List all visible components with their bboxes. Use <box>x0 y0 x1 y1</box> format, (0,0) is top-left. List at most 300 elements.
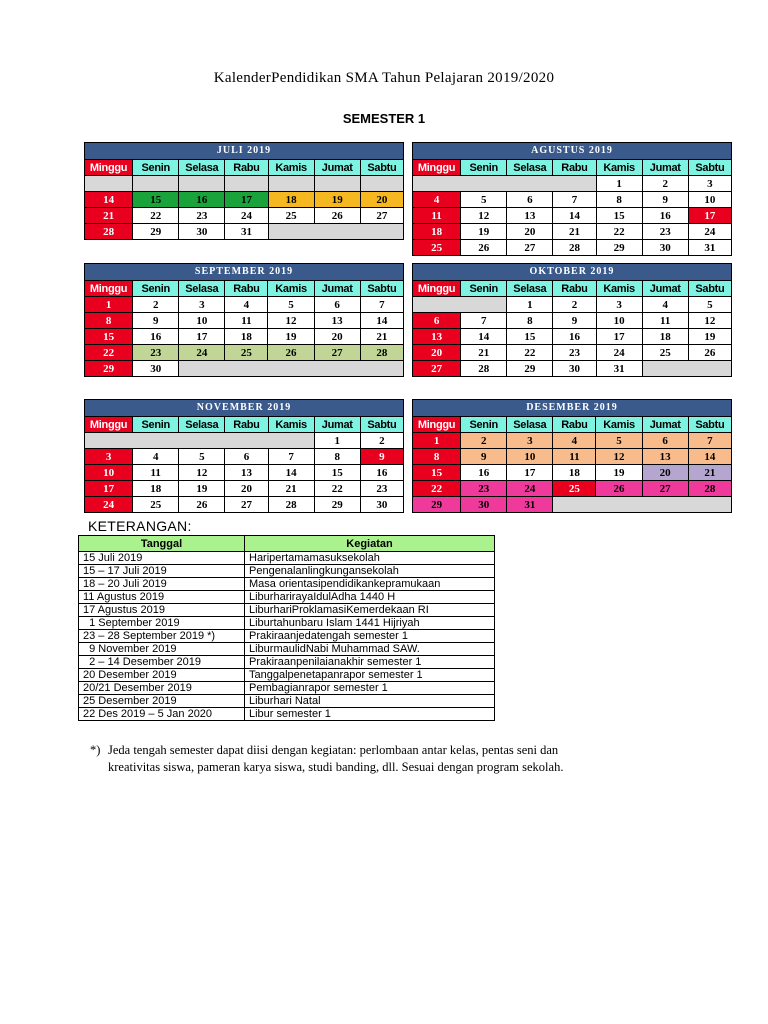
tanggal-cell: 20/21 Desember 2019 <box>79 682 245 695</box>
week-row <box>413 481 732 497</box>
date-cell: 24 <box>179 345 225 361</box>
week-row <box>413 329 732 345</box>
keterangan-row <box>79 708 495 721</box>
date-cell: 7 <box>688 433 731 449</box>
date-cell: 13 <box>507 208 553 224</box>
day-header: Jumat <box>314 281 360 297</box>
date-cell: 1 <box>413 433 461 449</box>
date-cell: 19 <box>179 481 225 497</box>
week-row <box>85 449 404 465</box>
date-cell: 30 <box>642 240 688 256</box>
date-cell: 24 <box>596 345 642 361</box>
date-cell: 26 <box>688 345 731 361</box>
date-cell: 4 <box>133 449 179 465</box>
week-row <box>85 176 404 192</box>
date-cell: 5 <box>179 449 225 465</box>
empty-cell <box>360 176 403 192</box>
date-cell: 20 <box>413 345 461 361</box>
date-cell: 31 <box>507 497 553 513</box>
date-cell: 23 <box>553 345 596 361</box>
date-cell: 26 <box>596 481 642 497</box>
date-cell: 10 <box>85 465 133 481</box>
date-cell: 18 <box>553 465 596 481</box>
month-calendar <box>412 399 732 513</box>
day-header: Sabtu <box>360 417 403 433</box>
day-header: Kamis <box>596 281 642 297</box>
date-cell: 28 <box>461 361 507 377</box>
date-cell: 30 <box>553 361 596 377</box>
day-header: Kamis <box>268 160 314 176</box>
week-row <box>85 224 404 240</box>
date-cell: 27 <box>225 497 268 513</box>
keterangan-row <box>79 669 495 682</box>
date-cell: 19 <box>314 192 360 208</box>
date-cell: 21 <box>688 465 731 481</box>
week-row <box>413 240 732 256</box>
day-header: Minggu <box>85 160 133 176</box>
week-row <box>413 313 732 329</box>
month-calendar <box>84 263 404 377</box>
day-header: Selasa <box>179 160 225 176</box>
date-cell: 31 <box>688 240 731 256</box>
date-cell: 13 <box>225 465 268 481</box>
date-cell: 26 <box>179 497 225 513</box>
date-cell: 15 <box>314 465 360 481</box>
date-cell: 18 <box>133 481 179 497</box>
date-cell: 6 <box>225 449 268 465</box>
date-cell: 23 <box>461 481 507 497</box>
date-cell: 29 <box>85 361 133 377</box>
date-cell: 20 <box>360 192 403 208</box>
date-cell: 21 <box>461 345 507 361</box>
keterangan-row <box>79 630 495 643</box>
date-cell: 31 <box>225 224 268 240</box>
date-cell: 8 <box>314 449 360 465</box>
date-cell: 5 <box>688 297 731 313</box>
week-row <box>85 297 404 313</box>
date-cell: 21 <box>553 224 596 240</box>
week-row <box>413 176 732 192</box>
date-cell: 4 <box>413 192 461 208</box>
date-cell: 10 <box>596 313 642 329</box>
day-header: Rabu <box>225 160 268 176</box>
keterangan-row <box>79 591 495 604</box>
kegiatan-cell: Pengenalanlingkungansekolah <box>245 565 495 578</box>
date-cell: 21 <box>85 208 133 224</box>
date-cell: 2 <box>461 433 507 449</box>
date-cell: 25 <box>225 345 268 361</box>
keterangan-row <box>79 604 495 617</box>
day-header: Jumat <box>314 417 360 433</box>
date-cell: 30 <box>461 497 507 513</box>
week-row <box>85 313 404 329</box>
week-row <box>85 481 404 497</box>
date-cell: 21 <box>360 329 403 345</box>
week-row <box>85 465 404 481</box>
keterangan-row <box>79 617 495 630</box>
date-cell: 8 <box>507 313 553 329</box>
week-row <box>413 449 732 465</box>
kegiatan-cell: Liburtahunbaru Islam 1441 Hijriyah <box>245 617 495 630</box>
date-cell: 8 <box>85 313 133 329</box>
date-cell: 2 <box>360 433 403 449</box>
date-cell: 3 <box>688 176 731 192</box>
week-row <box>413 465 732 481</box>
date-cell: 12 <box>688 313 731 329</box>
tanggal-cell: 1 September 2019 <box>79 617 245 630</box>
week-row <box>85 329 404 345</box>
kegiatan-cell: LiburhariProklamasiKemerdekaan RI <box>245 604 495 617</box>
date-cell: 8 <box>413 449 461 465</box>
keterangan-row <box>79 695 495 708</box>
date-cell: 16 <box>642 208 688 224</box>
week-row <box>413 497 732 513</box>
date-cell: 15 <box>507 329 553 345</box>
date-cell: 15 <box>596 208 642 224</box>
date-cell: 7 <box>360 297 403 313</box>
day-header: Senin <box>133 160 179 176</box>
month-title: DESEMBER 2019 <box>413 400 732 417</box>
tanggal-header: Tanggal <box>79 536 245 552</box>
date-cell: 30 <box>133 361 179 377</box>
date-cell: 26 <box>461 240 507 256</box>
date-cell: 9 <box>553 313 596 329</box>
date-cell: 27 <box>360 208 403 224</box>
month-title: JULI 2019 <box>85 143 404 160</box>
date-cell: 18 <box>413 224 461 240</box>
tanggal-cell: 15 – 17 Juli 2019 <box>79 565 245 578</box>
date-cell: 17 <box>225 192 268 208</box>
date-cell: 17 <box>596 329 642 345</box>
date-cell: 14 <box>268 465 314 481</box>
empty-cell <box>179 361 404 377</box>
date-cell: 27 <box>507 240 553 256</box>
date-cell: 26 <box>314 208 360 224</box>
date-cell: 24 <box>225 208 268 224</box>
date-cell: 12 <box>179 465 225 481</box>
date-cell: 7 <box>553 192 596 208</box>
kegiatan-cell: Libur semester 1 <box>245 708 495 721</box>
date-cell: 11 <box>413 208 461 224</box>
empty-cell <box>85 433 315 449</box>
date-cell: 28 <box>268 497 314 513</box>
date-cell: 11 <box>133 465 179 481</box>
date-cell: 2 <box>553 297 596 313</box>
keterangan-row <box>79 682 495 695</box>
date-cell: 15 <box>133 192 179 208</box>
date-cell: 1 <box>507 297 553 313</box>
date-cell: 11 <box>553 449 596 465</box>
day-header: Selasa <box>179 417 225 433</box>
month-calendar <box>412 263 732 377</box>
date-cell: 16 <box>553 329 596 345</box>
keterangan-row <box>79 643 495 656</box>
tanggal-cell: 18 – 20 Juli 2019 <box>79 578 245 591</box>
day-header: Senin <box>461 281 507 297</box>
date-cell: 8 <box>596 192 642 208</box>
kegiatan-cell: Haripertamamasuksekolah <box>245 552 495 565</box>
day-header: Sabtu <box>688 417 731 433</box>
day-header: Kamis <box>268 281 314 297</box>
date-cell: 20 <box>507 224 553 240</box>
day-header: Selasa <box>507 417 553 433</box>
day-header: Sabtu <box>360 160 403 176</box>
date-cell: 16 <box>360 465 403 481</box>
kegiatan-header: Kegiatan <box>245 536 495 552</box>
date-cell: 15 <box>85 329 133 345</box>
keterangan-label: KETERANGAN: <box>88 518 192 534</box>
day-header: Minggu <box>85 281 133 297</box>
date-cell: 15 <box>413 465 461 481</box>
date-cell: 9 <box>133 313 179 329</box>
date-cell: 3 <box>85 449 133 465</box>
day-header: Rabu <box>225 417 268 433</box>
date-cell: 16 <box>461 465 507 481</box>
month-calendar <box>84 399 404 513</box>
week-row <box>85 192 404 208</box>
day-header: Jumat <box>642 160 688 176</box>
date-cell: 12 <box>461 208 507 224</box>
date-cell: 22 <box>507 345 553 361</box>
footnote-line-1: Jeda tengah semester dapat diisi dengan kegiatan: perlombaan antar kelas, pentas seni dan <box>108 743 559 757</box>
week-row <box>85 361 404 377</box>
day-header: Minggu <box>85 417 133 433</box>
date-cell: 12 <box>268 313 314 329</box>
day-header: Selasa <box>507 160 553 176</box>
date-cell: 25 <box>642 345 688 361</box>
tanggal-cell: 25 Desember 2019 <box>79 695 245 708</box>
date-cell: 5 <box>461 192 507 208</box>
tanggal-cell: 20 Desember 2019 <box>79 669 245 682</box>
day-header: Jumat <box>314 160 360 176</box>
keterangan-table <box>78 535 495 721</box>
date-cell: 19 <box>688 329 731 345</box>
date-cell: 9 <box>461 449 507 465</box>
date-cell: 23 <box>360 481 403 497</box>
date-cell: 4 <box>225 297 268 313</box>
date-cell: 24 <box>507 481 553 497</box>
week-row <box>413 361 732 377</box>
date-cell: 18 <box>642 329 688 345</box>
date-cell: 16 <box>133 329 179 345</box>
day-header: Rabu <box>553 417 596 433</box>
keterangan-row <box>79 656 495 669</box>
date-cell: 26 <box>268 345 314 361</box>
empty-cell <box>225 176 268 192</box>
empty-cell <box>85 176 133 192</box>
footnote <box>90 742 706 776</box>
week-row <box>413 297 732 313</box>
date-cell: 29 <box>596 240 642 256</box>
day-header: Selasa <box>179 281 225 297</box>
date-cell: 25 <box>413 240 461 256</box>
empty-cell <box>413 176 597 192</box>
kegiatan-cell: LiburharirayaIdulAdha 1440 H <box>245 591 495 604</box>
empty-cell <box>268 224 403 240</box>
month-title: SEPTEMBER 2019 <box>85 264 404 281</box>
date-cell: 30 <box>179 224 225 240</box>
date-cell: 17 <box>85 481 133 497</box>
footnote-line-2: kreativitas siswa, pameran karya siswa, studi banding, dll. Sesuai dengan program sekolah. <box>108 760 564 774</box>
empty-cell <box>179 176 225 192</box>
date-cell: 24 <box>85 497 133 513</box>
date-cell: 29 <box>413 497 461 513</box>
date-cell: 25 <box>268 208 314 224</box>
date-cell: 27 <box>413 361 461 377</box>
day-header: Rabu <box>553 281 596 297</box>
date-cell: 3 <box>507 433 553 449</box>
date-cell: 13 <box>642 449 688 465</box>
week-row <box>413 433 732 449</box>
date-cell: 25 <box>133 497 179 513</box>
date-cell: 9 <box>642 192 688 208</box>
date-cell: 17 <box>688 208 731 224</box>
date-cell: 11 <box>642 313 688 329</box>
date-cell: 23 <box>133 345 179 361</box>
week-row <box>85 497 404 513</box>
keterangan-row <box>79 552 495 565</box>
kegiatan-cell: Liburhari Natal <box>245 695 495 708</box>
date-cell: 6 <box>314 297 360 313</box>
date-cell: 4 <box>553 433 596 449</box>
date-cell: 31 <box>596 361 642 377</box>
day-header: Kamis <box>596 160 642 176</box>
date-cell: 13 <box>314 313 360 329</box>
date-cell: 13 <box>413 329 461 345</box>
day-header: Jumat <box>642 417 688 433</box>
date-cell: 6 <box>507 192 553 208</box>
month-calendar <box>84 142 404 240</box>
date-cell: 5 <box>596 433 642 449</box>
date-cell: 18 <box>225 329 268 345</box>
footnote-mark: *) <box>90 743 101 757</box>
week-row <box>85 208 404 224</box>
date-cell: 19 <box>461 224 507 240</box>
date-cell: 20 <box>642 465 688 481</box>
date-cell: 22 <box>596 224 642 240</box>
date-cell: 7 <box>461 313 507 329</box>
tanggal-cell: 23 – 28 September 2019 *) <box>79 630 245 643</box>
tanggal-cell: 17 Agustus 2019 <box>79 604 245 617</box>
date-cell: 2 <box>642 176 688 192</box>
date-cell: 29 <box>133 224 179 240</box>
day-header: Sabtu <box>688 160 731 176</box>
date-cell: 1 <box>314 433 360 449</box>
date-cell: 27 <box>314 345 360 361</box>
date-cell: 19 <box>268 329 314 345</box>
tanggal-cell: 2 – 14 Desember 2019 <box>79 656 245 669</box>
week-row <box>413 208 732 224</box>
date-cell: 12 <box>596 449 642 465</box>
date-cell: 27 <box>642 481 688 497</box>
date-cell: 10 <box>688 192 731 208</box>
tanggal-cell: 15 Juli 2019 <box>79 552 245 565</box>
week-row <box>85 345 404 361</box>
date-cell: 14 <box>553 208 596 224</box>
date-cell: 7 <box>268 449 314 465</box>
date-cell: 11 <box>225 313 268 329</box>
date-cell: 29 <box>314 497 360 513</box>
day-header: Sabtu <box>688 281 731 297</box>
keterangan-header-row <box>79 536 495 552</box>
week-row <box>413 224 732 240</box>
kegiatan-cell: Masa orientasipendidikankepramukaan <box>245 578 495 591</box>
keterangan-row <box>79 578 495 591</box>
keterangan-row <box>79 565 495 578</box>
date-cell: 23 <box>179 208 225 224</box>
day-header: Kamis <box>268 417 314 433</box>
day-header: Jumat <box>642 281 688 297</box>
date-cell: 28 <box>553 240 596 256</box>
date-cell: 23 <box>642 224 688 240</box>
day-header: Sabtu <box>360 281 403 297</box>
empty-cell <box>642 361 731 377</box>
date-cell: 14 <box>85 192 133 208</box>
day-header: Selasa <box>507 281 553 297</box>
date-cell: 29 <box>507 361 553 377</box>
date-cell: 21 <box>268 481 314 497</box>
date-cell: 14 <box>461 329 507 345</box>
day-header: Kamis <box>596 417 642 433</box>
date-cell: 18 <box>268 192 314 208</box>
week-row <box>413 345 732 361</box>
semester-heading: SEMESTER 1 <box>342 111 426 126</box>
day-header: Minggu <box>413 281 461 297</box>
week-row <box>413 192 732 208</box>
kegiatan-cell: Tanggalpenetapanrapor semester 1 <box>245 669 495 682</box>
month-title: OKTOBER 2019 <box>413 264 732 281</box>
date-cell: 6 <box>413 313 461 329</box>
date-cell: 22 <box>133 208 179 224</box>
date-cell: 22 <box>413 481 461 497</box>
day-header: Senin <box>461 160 507 176</box>
empty-cell <box>314 176 360 192</box>
date-cell: 3 <box>596 297 642 313</box>
empty-cell <box>268 176 314 192</box>
date-cell: 3 <box>179 297 225 313</box>
date-cell: 30 <box>360 497 403 513</box>
document-title: KalenderPendidikan SMA Tahun Pelajaran 2019/2020 <box>213 70 555 86</box>
month-title: AGUSTUS 2019 <box>413 143 732 160</box>
empty-cell <box>413 297 507 313</box>
date-cell: 10 <box>179 313 225 329</box>
date-cell: 22 <box>314 481 360 497</box>
day-header: Senin <box>461 417 507 433</box>
date-cell: 14 <box>688 449 731 465</box>
date-cell: 10 <box>507 449 553 465</box>
date-cell: 5 <box>268 297 314 313</box>
tanggal-cell: 9 November 2019 <box>79 643 245 656</box>
tanggal-cell: 11 Agustus 2019 <box>79 591 245 604</box>
date-cell: 1 <box>85 297 133 313</box>
date-cell: 1 <box>596 176 642 192</box>
day-header: Minggu <box>413 160 461 176</box>
week-row <box>85 433 404 449</box>
date-cell: 14 <box>360 313 403 329</box>
date-cell: 17 <box>507 465 553 481</box>
day-header: Senin <box>133 417 179 433</box>
date-cell: 4 <box>642 297 688 313</box>
kegiatan-cell: LiburmaulidNabi Muhammad SAW. <box>245 643 495 656</box>
month-calendar <box>412 142 732 256</box>
day-header: Minggu <box>413 417 461 433</box>
date-cell: 2 <box>133 297 179 313</box>
date-cell: 28 <box>360 345 403 361</box>
date-cell: 17 <box>179 329 225 345</box>
date-cell: 24 <box>688 224 731 240</box>
date-cell: 6 <box>642 433 688 449</box>
date-cell: 28 <box>688 481 731 497</box>
